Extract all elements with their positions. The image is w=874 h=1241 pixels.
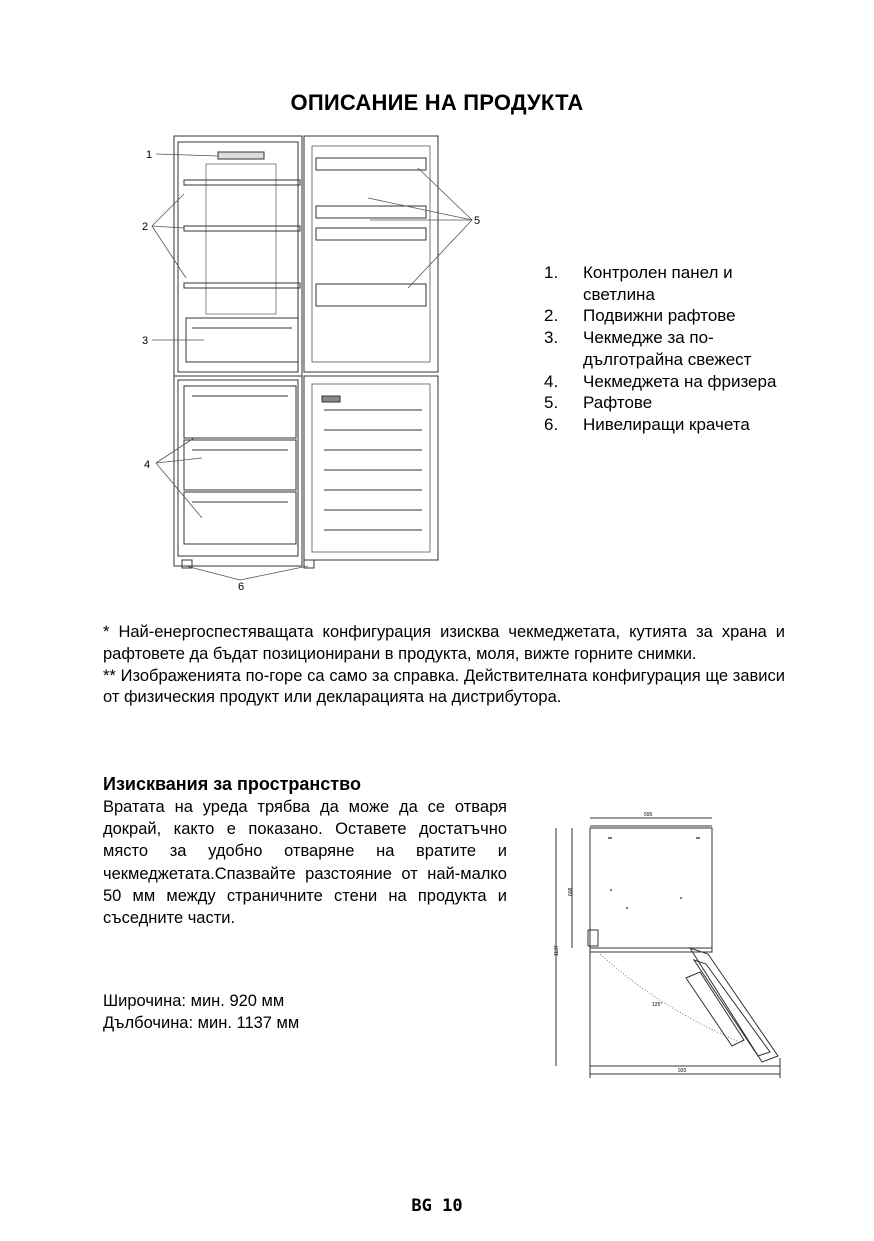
list-item: 5. Рафтове [544, 393, 653, 413]
parts-list [544, 262, 804, 436]
dimensions [103, 990, 299, 1034]
callout-1: 1 [146, 149, 153, 161]
callout-3: 3 [142, 335, 149, 347]
dim-side: 608 [568, 887, 574, 896]
list-item: 1. Контролен панел и светлина [544, 263, 733, 304]
page-title: ОПИСАНИЕ НА ПРОДУКТА [290, 90, 584, 115]
callout-5: 5 [474, 215, 481, 227]
list-item: 6. Нивелиращи крачета [544, 414, 750, 434]
door-clearance-diagram [548, 808, 788, 1088]
callout-4: 4 [144, 459, 151, 471]
space-heading: Изисквания за пространство [103, 774, 361, 794]
dim-arc: 125° [652, 1002, 663, 1008]
note-energy: * Най-енергоспестяващата конфигурация изисква чекмеджетата, кутията за храна и рафтовете да бъдат позиционирани в продукта, моля, вижте горните снимки. [103, 623, 785, 663]
list-item: 2. Подвижни рафтове [544, 306, 736, 326]
depth-requirement: Дълбочина: мин. 1137 мм [103, 1014, 300, 1032]
callout-2: 2 [142, 221, 149, 233]
page-number: BG 10 [411, 1196, 463, 1216]
notes [103, 622, 785, 709]
callout-6: 6 [238, 581, 245, 593]
width-requirement: Широчина: мин. 920 мм [103, 992, 285, 1010]
list-item: 3. Чекмедже за по-дълготрайна свежест [544, 328, 752, 369]
list-item: 4. Чекмеджета на фризера [544, 371, 777, 391]
dim-bottom: 920 [678, 1068, 687, 1074]
note-reference: ** Изображенията по-горе са само за справка. Действителната конфигурация ще зависи от физическия продукт или декларацията на дистрибутора. [103, 666, 785, 707]
fridge-diagram [138, 128, 498, 598]
dim-total: 1137 [554, 945, 560, 956]
dim-top: 595 [644, 812, 653, 818]
space-text: Вратата на уреда трябва да може да се отваря докрай, както е показано. Оставете достатъчно място за удобно отваряне на вратите и чекмеджетата.Спазвайте разстояние от най-малко 50 мм между страничните стени на продукта и съседните части. [103, 798, 507, 928]
